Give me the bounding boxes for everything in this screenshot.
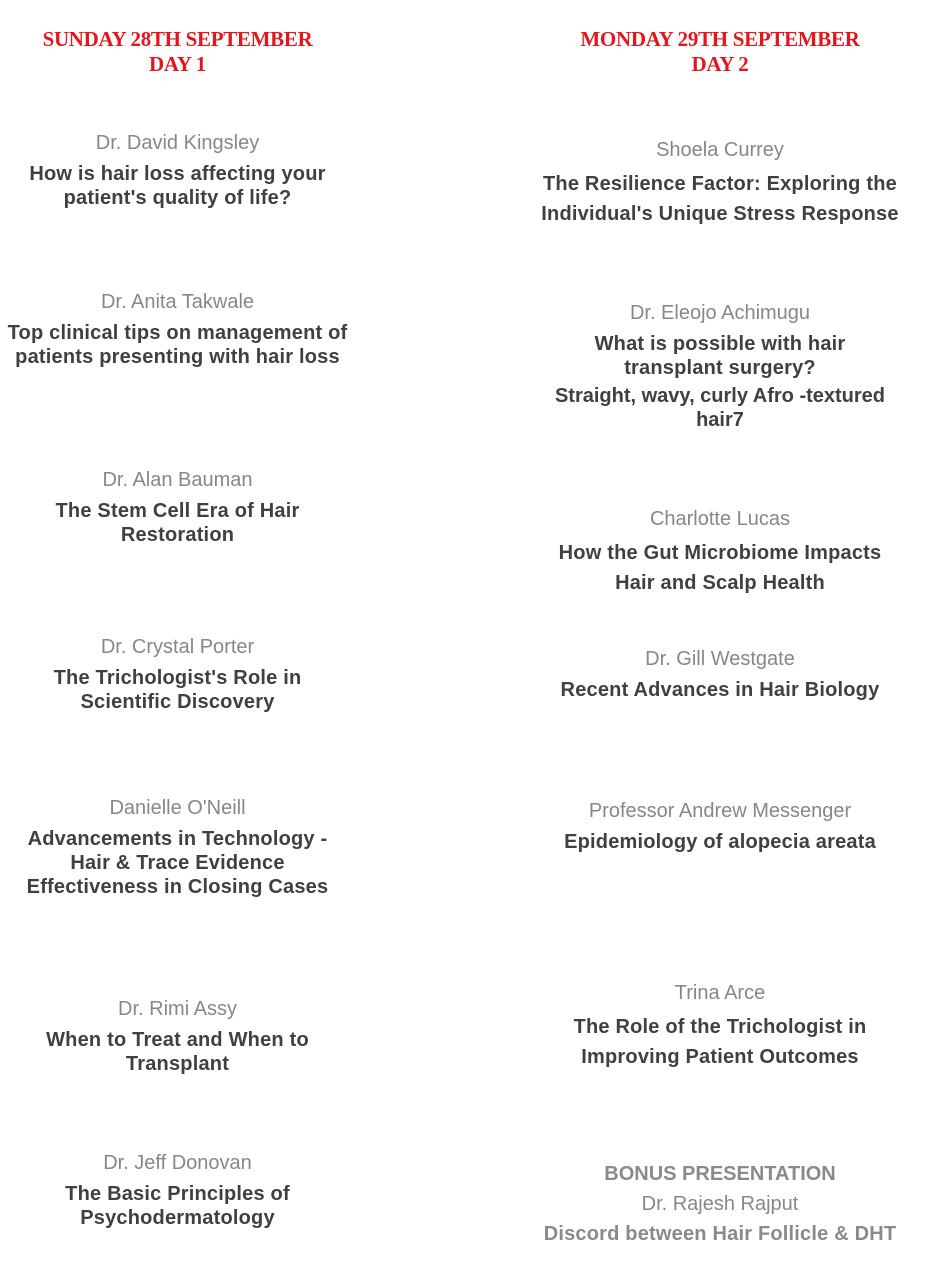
talk-title: How is hair loss affecting your patient's quality of life? <box>29 163 326 209</box>
speaker-name: Danielle O'Neill <box>109 797 246 819</box>
day2-session-2 <box>520 301 920 432</box>
talk-title: Discord between Hair Follicle & DHT <box>543 1223 897 1245</box>
day1-date: SUNDAY 28TH SEPTEMBER <box>42 27 313 51</box>
speaker-name: Dr. Gill Westgate <box>645 648 795 670</box>
speaker-name: Dr. Crystal Porter <box>100 636 255 658</box>
speaker-name: Dr. David Kingsley <box>95 132 260 154</box>
day2-bonus-session <box>520 1162 920 1246</box>
talk-title: Epidemiology of alopecia areata <box>564 831 876 853</box>
talk-title: When to Treat and When to Transplant <box>46 1029 309 1075</box>
day1-label: DAY 1 <box>148 52 207 76</box>
talk-subtitle: Straight, wavy, curly Afro -textured hair7 <box>554 385 886 431</box>
day1-column <box>0 0 355 1283</box>
talk-title: The Basic Principles of Psychodermatology <box>65 1183 290 1229</box>
day2-session-4 <box>520 647 920 702</box>
talk-title: Advancements in Technology - Hair & Trace Evidence Effectiveness in Closing Cases <box>26 828 329 898</box>
day2-session-3 <box>520 507 920 598</box>
day2-session-5 <box>520 799 920 854</box>
speaker-name: Dr. Rajesh Rajput <box>641 1193 799 1215</box>
day1-session-4 <box>0 635 355 714</box>
speaker-name: Shoela Currey <box>656 139 784 161</box>
talk-title: Recent Advances in Hair Biology <box>560 679 880 701</box>
day2-session-6 <box>520 981 920 1072</box>
day1-session-2 <box>0 290 355 369</box>
talk-title: The Stem Cell Era of Hair Restoration <box>55 500 300 546</box>
day1-session-7 <box>0 1151 355 1230</box>
bonus-label: BONUS PRESENTATION <box>604 1163 836 1185</box>
speaker-name: Professor Andrew Messenger <box>588 800 852 822</box>
day1-header <box>0 27 355 77</box>
day1-session-1 <box>0 131 355 210</box>
speaker-name: Charlotte Lucas <box>649 508 791 530</box>
day1-session-5 <box>0 796 355 899</box>
day1-session-3 <box>0 468 355 547</box>
speaker-name: Dr. Rimi Assy <box>118 998 237 1020</box>
day2-column <box>520 0 920 1283</box>
speaker-name: Dr. Eleojo Achimugu <box>629 302 811 324</box>
day2-label: DAY 2 <box>691 52 749 76</box>
talk-title: The Trichologist's Role in Scientific Discovery <box>53 667 302 713</box>
day2-session-1 <box>520 138 920 229</box>
talk-title: Top clinical tips on management of patients presenting with hair loss <box>7 322 348 368</box>
talk-title: How the Gut Microbiome Impacts Hair and Scalp Health <box>558 542 882 594</box>
speaker-name: Trina Arce <box>674 982 766 1004</box>
day2-date: MONDAY 29TH SEPTEMBER <box>580 27 860 51</box>
talk-title: The Role of the Trichologist in Improving Patient Outcomes <box>573 1016 867 1068</box>
day1-session-6 <box>0 997 355 1076</box>
talk-title: What is possible with hair transplant surgery? <box>594 333 846 379</box>
speaker-name: Dr. Alan Bauman <box>102 469 253 491</box>
speaker-name: Dr. Anita Takwale <box>100 291 255 313</box>
day2-header <box>520 27 920 77</box>
talk-title: The Resilience Factor: Exploring the Individual's Unique Stress Response <box>541 173 899 225</box>
speaker-name: Dr. Jeff Donovan <box>103 1152 252 1174</box>
